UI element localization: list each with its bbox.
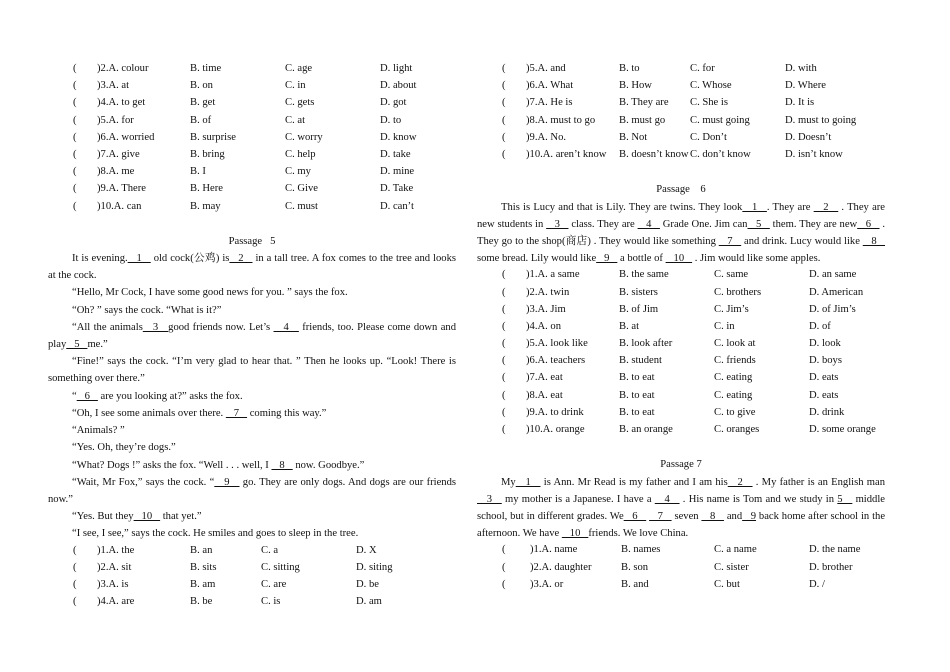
question-number-option-a: )3.A. at xyxy=(97,80,130,92)
question-row xyxy=(477,542,885,559)
question-number-option-a: )7.A. He is xyxy=(526,97,573,109)
passage5-paragraph: “Oh? ” says the cock. “What is it?” xyxy=(72,304,222,316)
option-c: C. gets xyxy=(285,97,315,109)
passage5-paragraph: “Animals? ” xyxy=(72,425,125,437)
option-d: D. Doesn’t xyxy=(785,131,832,143)
option-d: D. / xyxy=(809,578,825,590)
blank-3[interactable]: 3 xyxy=(546,218,569,230)
option-b: B. How xyxy=(619,80,652,92)
passage5-paragraph: “All the animals 3 good friends now. Let’s 4 friends, too. Please come down and play 5 me.” xyxy=(48,321,456,351)
option-b: B. to eat xyxy=(619,389,655,401)
question-number-option-a: )1.A. name xyxy=(530,544,578,556)
option-c: C. in xyxy=(714,320,735,332)
answer-bracket[interactable]: ( xyxy=(502,286,506,298)
answer-bracket[interactable]: ( xyxy=(502,561,506,573)
option-d: D. with xyxy=(785,63,817,74)
passage5-paragraph: “Oh, I see some animals over there. 7 coming this way.” xyxy=(72,407,327,419)
option-d: D. boys xyxy=(809,355,842,367)
option-c: C. Don’t xyxy=(690,131,727,143)
question-row xyxy=(477,130,885,147)
question-number-option-a: )3.A. or xyxy=(530,578,564,590)
blank-3[interactable]: 3 xyxy=(142,321,169,333)
question-number-option-a: )5.A. look like xyxy=(526,338,588,350)
option-d: D. must to going xyxy=(785,114,857,126)
left-column xyxy=(48,0,456,611)
blank-6[interactable]: 6 xyxy=(623,510,647,522)
option-b: B. of xyxy=(190,114,212,126)
question-number-option-a: )5.A. for xyxy=(97,114,134,126)
option-d: D. Take xyxy=(380,183,414,195)
option-c: C. for xyxy=(690,63,715,74)
answer-bracket[interactable]: ( xyxy=(502,578,506,590)
option-b: B. to eat xyxy=(619,372,655,384)
option-b: B. time xyxy=(190,63,222,74)
blank-7[interactable]: 7 xyxy=(649,510,672,522)
option-d: D. be xyxy=(356,578,379,590)
blank-2[interactable]: 2 xyxy=(229,253,253,265)
question-number-option-a: )2.A. sit xyxy=(97,561,132,573)
option-c: C. sister xyxy=(714,561,749,573)
blank-2[interactable]: 2 xyxy=(727,476,753,488)
blank-2[interactable]: 2 xyxy=(813,201,839,213)
question-row xyxy=(477,78,885,95)
option-c: C. to give xyxy=(714,406,756,418)
blank-4[interactable]: 4 xyxy=(654,493,680,505)
question-number-option-a: )6.A. teachers xyxy=(526,355,586,367)
question-row xyxy=(477,147,885,164)
option-d: D. American xyxy=(809,286,864,298)
passage5-paragraph: “Yes. Oh, they’re dogs.” xyxy=(72,442,176,454)
blank-10[interactable]: 10 xyxy=(665,253,693,265)
option-d: D. mine xyxy=(380,166,415,178)
option-c: C. same xyxy=(714,269,749,281)
answer-bracket[interactable]: ( xyxy=(73,80,77,92)
option-b: B. must go xyxy=(619,114,666,126)
blank-5[interactable]: 5 xyxy=(66,339,88,351)
answer-bracket[interactable]: ( xyxy=(73,148,77,160)
blank-1[interactable]: 1 xyxy=(515,476,541,488)
question-row xyxy=(477,285,885,302)
question-row xyxy=(48,560,456,577)
question-number-option-a: )2.A. daughter xyxy=(530,561,592,573)
option-d: D. isn’t know xyxy=(785,148,843,160)
option-c: C. age xyxy=(285,63,313,74)
option-c: C. my xyxy=(285,166,311,178)
passage5-paragraph: “What? Dogs !” asks the fox. “Well . . . well, I 8 now. Goodbye.” xyxy=(72,459,365,471)
blank-8[interactable]: 8 xyxy=(862,235,885,247)
option-b: B. to xyxy=(619,63,640,74)
passage5-paragraph: “Hello, Mr Cock, I have some good news for you. ” says the fox. xyxy=(72,287,348,299)
option-b: B. bring xyxy=(190,148,225,160)
question-row xyxy=(477,405,885,422)
blank-3[interactable]: 3 xyxy=(477,493,502,505)
question-row xyxy=(477,370,885,387)
blank-10[interactable]: 10 xyxy=(133,511,161,523)
question-number-option-a: )8.A. eat xyxy=(526,389,563,401)
option-d: D. can’t xyxy=(380,200,414,212)
question-number-option-a: )4.A. to get xyxy=(97,97,146,109)
option-c: C. but xyxy=(714,578,740,590)
question-row xyxy=(477,353,885,370)
option-d: D. know xyxy=(380,131,417,143)
answer-bracket[interactable]: ( xyxy=(502,355,506,367)
question-number-option-a: )9.A. There xyxy=(97,183,146,195)
option-b: B. Not xyxy=(619,131,648,143)
option-d: D. some orange xyxy=(809,424,876,435)
question-number-option-a: )4.A. on xyxy=(526,320,562,332)
option-d: D. X xyxy=(356,544,377,556)
blank-8[interactable]: 8 xyxy=(271,459,293,471)
answer-bracket[interactable]: ( xyxy=(73,544,77,556)
passage5-paragraph: “I see, I see,” says the cock. He smiles and goes to sleep in the tree. xyxy=(72,528,359,540)
answer-bracket[interactable]: ( xyxy=(502,338,506,350)
passage5-title: Passage 5 xyxy=(228,235,276,247)
answer-bracket[interactable]: ( xyxy=(73,166,77,178)
option-b: B. sits xyxy=(190,561,217,573)
answer-bracket[interactable]: ( xyxy=(502,148,506,160)
option-d: D. about xyxy=(380,80,417,92)
question-row xyxy=(48,78,456,95)
answer-bracket[interactable]: ( xyxy=(73,596,77,608)
option-c: C. at xyxy=(285,114,306,126)
passage5-options-continued xyxy=(477,61,885,164)
option-b: B. look after xyxy=(619,338,673,350)
option-b: B. to eat xyxy=(619,406,655,418)
answer-bracket[interactable]: ( xyxy=(502,131,506,143)
question-number-option-a: )10.A. orange xyxy=(526,424,585,435)
blank-4[interactable]: 4 xyxy=(273,321,299,333)
option-b: B. surprise xyxy=(190,131,236,143)
answer-bracket[interactable]: ( xyxy=(502,389,506,401)
option-b: B. may xyxy=(190,200,221,212)
option-d: D. drink xyxy=(809,406,845,418)
option-b: B. an xyxy=(190,544,213,556)
passage7-text: My 1 is Ann. Mr Read is my father and I am his 2 . My father is an English man 3 my mother is a Japanese. I have a 4 . His name is Tom and we study in 5 middle school, but in different grades. We 6 7 seven 8 and 9 back home after school in the afternoon. We have 10 friends. We love China. xyxy=(477,476,886,540)
option-c: C. Give xyxy=(285,183,318,195)
option-d: D. take xyxy=(380,148,411,160)
question-number-option-a: )6.A. worried xyxy=(97,131,155,143)
passage6-title: Passage 6 xyxy=(656,184,706,196)
option-d: D. to xyxy=(380,114,402,126)
question-number-option-a: )2.A. colour xyxy=(97,63,149,74)
blank-1[interactable]: 1 xyxy=(127,253,151,265)
question-row xyxy=(48,61,456,78)
question-row xyxy=(48,594,456,611)
answer-bracket[interactable]: ( xyxy=(502,320,506,332)
question-row xyxy=(477,560,885,577)
option-c: C. must xyxy=(285,200,318,212)
option-b: B. sisters xyxy=(619,286,658,298)
answer-bracket[interactable]: ( xyxy=(73,183,77,195)
answer-bracket[interactable]: ( xyxy=(502,269,506,281)
option-b: B. an orange xyxy=(619,424,673,435)
blank-6[interactable]: 6 xyxy=(76,390,98,402)
option-c: C. must going xyxy=(690,114,750,126)
question-row xyxy=(477,319,885,336)
passage5-paragraph: “Wait, Mr Fox,” says the cock. “ 9 go. They are only dogs. And dogs are our friends now.” xyxy=(48,476,457,505)
passage5-paragraph: “ 6 are you looking at?” asks the fox. xyxy=(72,390,243,402)
question-row xyxy=(477,302,885,319)
question-number-option-a: )10.A. can xyxy=(97,200,142,212)
option-c: C. brothers xyxy=(714,286,762,298)
blank-10[interactable]: 10 xyxy=(561,528,589,540)
passage5-text xyxy=(48,250,456,542)
question-number-option-a: )3.A. Jim xyxy=(526,303,566,315)
option-c: C. eating xyxy=(714,389,753,401)
option-b: B. I xyxy=(190,166,206,178)
question-row xyxy=(48,199,456,216)
option-b: B. student xyxy=(619,355,662,367)
question-row xyxy=(477,61,885,78)
answer-bracket[interactable]: ( xyxy=(73,131,77,143)
option-d: D. siting xyxy=(356,561,393,573)
question-number-option-a: )1.A. the xyxy=(97,544,135,556)
answer-bracket[interactable]: ( xyxy=(502,97,506,109)
blank-1[interactable]: 1 xyxy=(742,201,767,213)
answer-bracket[interactable]: ( xyxy=(502,80,506,92)
blank-4[interactable]: 4 xyxy=(637,218,660,230)
passage6-text: This is Lucy and that is Lily. They are twins. They look 1 . They are 2 . They are new students in 3 class. They are 4 Grade One. Jim can 5 them. They are new 6 . They go to the shop(商店) . They would like something 7 and drink. Lucy would like 8 some bread. Lily would like 9 a bottle of 10 . Jim would like some apples. xyxy=(477,201,886,265)
answer-bracket[interactable]: ( xyxy=(73,200,77,212)
option-b: B. on xyxy=(190,80,213,92)
question-number-option-a: )6.A. What xyxy=(526,80,574,92)
option-b: B. of Jim xyxy=(619,303,659,315)
option-b: B. and xyxy=(621,578,649,590)
passage5-paragraph: “Yes. But they 10 that yet.” xyxy=(72,511,202,523)
question-row xyxy=(477,336,885,353)
right-column xyxy=(477,0,885,594)
answer-bracket[interactable]: ( xyxy=(502,303,506,315)
question-number-option-a: )9.A. No. xyxy=(526,131,567,143)
question-row xyxy=(48,95,456,112)
passage5-options xyxy=(48,543,456,612)
option-c: C. a xyxy=(261,544,279,556)
option-d: D. eats xyxy=(809,389,839,401)
option-d: D. of xyxy=(809,320,831,332)
question-row xyxy=(477,267,885,284)
option-d: D. light xyxy=(380,63,413,74)
question-number-option-a: )2.A. twin xyxy=(526,286,570,298)
option-c: C. look at xyxy=(714,338,756,350)
question-number-option-a: )1.A. a same xyxy=(526,269,580,281)
question-row xyxy=(48,147,456,164)
option-b: B. get xyxy=(190,97,216,109)
blank-5[interactable]: 5 xyxy=(837,493,853,505)
option-b: B. am xyxy=(190,578,216,590)
option-b: B. be xyxy=(190,596,213,608)
blank-5[interactable]: 5 xyxy=(747,218,770,230)
question-number-option-a: )9.A. to drink xyxy=(526,406,584,418)
option-b: B. They are xyxy=(619,97,669,109)
question-row xyxy=(48,181,456,198)
option-d: D. Where xyxy=(785,80,826,92)
passage6-options xyxy=(477,267,885,439)
blank-9[interactable]: 9 xyxy=(214,476,240,488)
question-number-option-a: )7.A. give xyxy=(97,148,140,160)
question-number-option-a: )3.A. is xyxy=(97,578,129,590)
blank-6[interactable]: 6 xyxy=(857,218,880,230)
answer-bracket[interactable]: ( xyxy=(73,561,77,573)
option-c: C. eating xyxy=(714,372,753,384)
answer-bracket[interactable]: ( xyxy=(502,406,506,418)
option-d: D. brother xyxy=(809,561,853,573)
answer-bracket[interactable]: ( xyxy=(73,578,77,590)
question-number-option-a: )5.A. and xyxy=(526,63,566,74)
question-row xyxy=(477,95,885,112)
option-c: C. help xyxy=(285,148,316,160)
answer-bracket[interactable]: ( xyxy=(502,372,506,384)
answer-bracket[interactable]: ( xyxy=(502,544,506,556)
option-c: C. a name xyxy=(714,544,757,556)
option-c: C. worry xyxy=(285,131,323,143)
question-row xyxy=(477,577,885,594)
blank-9[interactable]: 9 xyxy=(742,510,757,522)
option-d: D. an same xyxy=(809,269,857,281)
option-b: B. Here xyxy=(190,183,223,195)
question-number-option-a: )4.A. are xyxy=(97,596,135,608)
option-c: C. She is xyxy=(690,97,728,109)
answer-bracket[interactable]: ( xyxy=(502,424,506,435)
option-b: B. at xyxy=(619,320,640,332)
question-number-option-a: )7.A. eat xyxy=(526,372,563,384)
question-row xyxy=(477,388,885,405)
blank-7[interactable]: 7 xyxy=(718,235,742,247)
option-d: D. am xyxy=(356,596,382,608)
answer-bracket[interactable]: ( xyxy=(73,97,77,109)
question-row xyxy=(48,130,456,147)
passage4-options xyxy=(48,61,456,216)
question-row xyxy=(477,113,885,130)
option-b: B. son xyxy=(621,561,649,573)
option-b: B. names xyxy=(621,544,661,556)
blank-9[interactable]: 9 xyxy=(596,253,618,265)
question-row xyxy=(48,164,456,181)
question-number-option-a: )10.A. aren’t know xyxy=(526,148,607,160)
passage5-paragraph: “Fine!” says the cock. “I’m very glad to hear that. ” Then he looks up. “Look! There is something over there.” xyxy=(48,356,456,385)
answer-bracket[interactable]: ( xyxy=(73,63,77,74)
question-row xyxy=(477,422,885,439)
option-d: D. got xyxy=(380,97,407,109)
option-c: C. are xyxy=(261,578,287,590)
option-b: B. the same xyxy=(619,269,669,281)
option-c: C. Whose xyxy=(690,80,732,92)
option-c: C. is xyxy=(261,596,281,608)
passage5-paragraph: It is evening. 1 old cock(公鸡) is 2 in a tall tree. A fox comes to the tree and looks at the cock. xyxy=(48,253,457,282)
option-c: C. oranges xyxy=(714,424,760,435)
passage7-options xyxy=(477,542,885,594)
option-d: D. of Jim’s xyxy=(809,303,856,315)
passage7-title: Passage 7 xyxy=(660,459,702,471)
blank-7[interactable]: 7 xyxy=(225,407,248,419)
question-row xyxy=(48,577,456,594)
answer-bracket[interactable]: ( xyxy=(502,114,506,126)
option-c: C. Jim’s xyxy=(714,303,749,315)
option-b: B. doesn’t know xyxy=(619,148,689,160)
option-c: C. in xyxy=(285,80,306,92)
question-row xyxy=(48,543,456,560)
option-d: D. the name xyxy=(809,544,861,556)
option-d: D. It is xyxy=(785,97,815,109)
option-c: C. don’t know xyxy=(690,148,751,160)
option-c: C. sitting xyxy=(261,561,300,573)
option-d: D. look xyxy=(809,338,841,350)
question-number-option-a: )8.A. must to go xyxy=(526,114,596,126)
answer-bracket[interactable]: ( xyxy=(73,114,77,126)
question-row xyxy=(48,113,456,130)
blank-8[interactable]: 8 xyxy=(701,510,724,522)
question-number-option-a: )8.A. me xyxy=(97,166,135,178)
option-d: D. eats xyxy=(809,372,839,384)
answer-bracket[interactable]: ( xyxy=(502,63,506,74)
option-c: C. friends xyxy=(714,355,756,367)
